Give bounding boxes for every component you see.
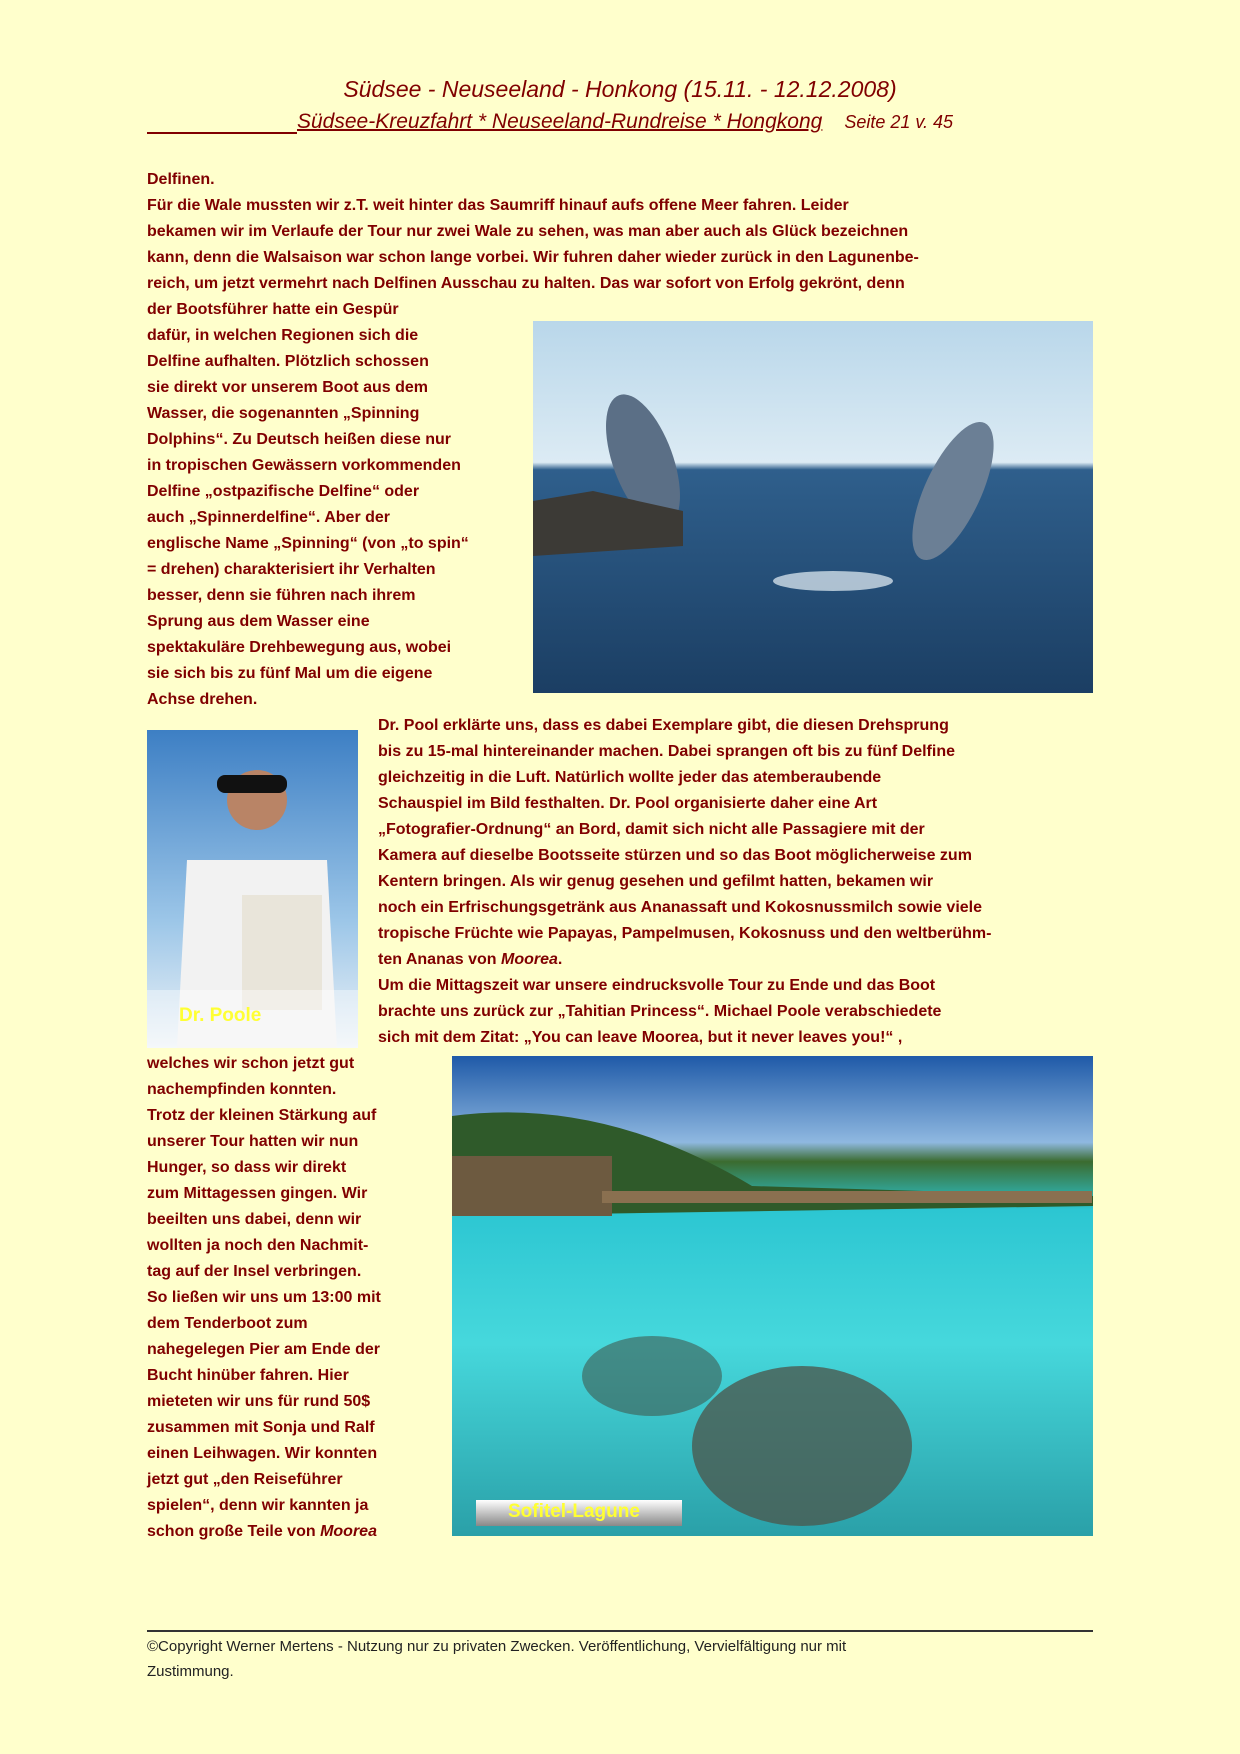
text-line-content: reich, um jetzt vermehrt nach Delfinen Ausschau zu halten. Das war sofort von Erfolg gekrönt, denn [147,275,905,292]
text-line-content: einen Leihwagen. Wir konnten [147,1445,378,1462]
text-line-content: sich mit dem Zitat: „You can leave Moorea, but it never leaves you!“ , [378,1029,903,1046]
text-line-content: spielen“, denn wir kannten ja [147,1497,369,1514]
text-line [147,1259,381,1285]
text-line [147,167,919,193]
text-line [147,557,469,583]
text-line-content: welches wir schon jetzt gut [147,1055,355,1072]
page-number: Seite 21 v. 45 [844,112,954,132]
poole-caption: Dr. Poole [179,1005,262,1026]
text-line [378,791,991,817]
text-line-content: tropische Früchte wie Papayas, Pampelmusen, Kokosnuss und den weltberühm- [378,925,992,942]
text-line-content: Sprung aus dem Wasser eine [147,613,370,630]
lunch-paragraph [147,1051,381,1545]
text-line [147,1337,381,1363]
text-line [147,1207,381,1233]
text-line-content: mieteten wir uns für rund 50$ [147,1393,371,1410]
text-line [147,1519,381,1545]
dr-poole-photo [147,730,358,1048]
text-line [378,739,991,765]
text-line-content: Delfine aufhalten. Plötzlich schossen [147,353,429,370]
text-line-content: nachempfinden konnten. [147,1081,337,1098]
text-line-content: Bucht hinüber fahren. Hier [147,1367,349,1384]
text-line [378,817,991,843]
footer-line: ©Copyright Werner Mertens - Nutzung nur zu privaten Zwecken. Veröffentlichung, Vervielfältigung nur mit [147,1638,847,1655]
text-line [147,1285,381,1311]
text-line [147,245,919,271]
text-line-content: spektakuläre Drehbewegung aus, wobei [147,639,452,656]
text-line-content: „Fotografier-Ordnung“ an Bord, damit sich nicht alle Passagiere mit der [378,821,925,838]
text-line-content: nahegelegen Pier am Ende der [147,1341,380,1358]
text-line [378,869,991,895]
text-line-content: gleichzeitig in die Luft. Natürlich wollte jeder das atemberaubende [378,769,882,786]
text-line [147,271,919,297]
text-line-content: sie sich bis zu fünf Mal um die eigene [147,665,433,682]
text-line [147,1233,381,1259]
text-line-content: brachte uns zurück zur „Tahitian Princess“. Michael Poole verabschiedete [378,1003,942,1020]
lagoon-caption: Sofitel-Lagune [508,1501,640,1522]
dolphins-photo [533,321,1093,693]
text-line-content: dem Tenderboot zum [147,1315,308,1332]
text-line-content: Achse drehen. [147,691,258,708]
text-line [147,1467,381,1493]
text-line-content: = drehen) charakterisiert ihr Verhalten [147,561,436,578]
text-line-content: So ließen wir uns um 13:00 mit [147,1289,381,1306]
text-line [147,687,469,713]
text-line-content: sie direkt vor unserem Boot aus dem [147,379,428,396]
text-line-content: Delfinen. [147,171,215,188]
text-line-content: bis zu 15-mal hintereinander machen. Dabei sprangen oft bis zu fünf Delfine [378,743,955,760]
footer-line: Zustimmung. [147,1663,234,1680]
place-name-moorea: Moorea [320,1523,377,1540]
intro-paragraph [147,167,919,323]
text-line [147,1077,381,1103]
pool-paragraph [378,713,991,1051]
text-line-content: wollten ja noch den Nachmit- [147,1237,369,1254]
text-line [147,193,919,219]
text-line [147,349,469,375]
text-line-content: Für die Wale mussten wir z.T. weit hinter das Saumriff hinauf aufs offene Meer fahren. Leider [147,197,849,214]
text-line [378,921,991,947]
text-line [147,1311,381,1337]
text-line [147,1181,381,1207]
text-line-content: kann, denn die Walsaison war schon lange vorbei. Wir fuhren daher wieder zurück in den Lagunenbe- [147,249,919,266]
text-line-content: Schauspiel im Bild festhalten. Dr. Pool organisierte daher eine Art [378,795,878,812]
text-line-content: Wasser, die sogenannten „Spinning [147,405,420,422]
header-rule [147,114,297,134]
text-line [147,1363,381,1389]
text-line-content: noch ein Erfrischungsgetränk aus Ananassaft und Kokosnussmilch sowie viele [378,899,983,916]
text-line-content: tag auf der Insel verbringen. [147,1263,362,1280]
text-line-content: der Bootsführer hatte ein Gespür [147,301,399,318]
text-line-content: ten Ananas von [378,951,501,968]
place-name-moorea: Moorea [500,951,558,968]
text-line-content: Dolphins“. Zu Deutsch heißen diese nur [147,431,452,448]
footer-rule [147,1630,1093,1632]
text-line [147,661,469,687]
text-line [147,1051,381,1077]
text-line [147,1441,381,1467]
text-line [147,1389,381,1415]
text-line-content: bekamen wir im Verlaufe der Tour nur zwei Wale zu sehen, was man aber auch als Glück bezeichnen [147,223,909,240]
text-line [147,401,469,427]
text-line [147,505,469,531]
text-line [378,973,991,999]
text-line [147,427,469,453]
document-subtitle: Südsee-Kreuzfahrt * Neuseeland-Rundreise * Hongkong [297,110,823,133]
text-line [147,1493,381,1519]
text-line [147,219,919,245]
text-line [147,635,469,661]
document-title: Südsee - Neuseeland - Honkong (15.11. - 12.12.2008) [343,76,897,102]
text-line-content: Dr. Pool erklärte uns, dass es dabei Exemplare gibt, die diesen Drehsprung [378,717,949,734]
text-line [147,1103,381,1129]
text-line-content: Kentern bringen. Als wir genug gesehen und gefilmt hatten, bekamen wir [378,873,934,890]
text-line-content: besser, denn sie führen nach ihrem [147,587,416,604]
text-line-content: Um die Mittagszeit war unsere eindrucksvolle Tour zu Ende und das Boot [378,977,936,994]
text-line [147,1129,381,1155]
text-line-content: schon große Teile von [147,1523,321,1540]
text-line-content: zum Mittagessen gingen. Wir [147,1185,368,1202]
text-line: ten Ananas von Moorea. [378,951,563,968]
text-line-content: Hunger, so dass wir direkt [147,1159,347,1176]
text-line-content: in tropischen Gewässern vorkommenden [147,457,461,474]
text-line [147,609,469,635]
text-line [147,479,469,505]
text-line-content: dafür, in welchen Regionen sich die [147,327,419,344]
text-line [147,297,919,323]
text-line [378,999,991,1025]
text-line [147,583,469,609]
text-line [147,375,469,401]
text-line [147,1415,381,1441]
document-subtitle-row [147,110,1093,134]
text-line-content: zusammen mit Sonja und Ralf [147,1419,375,1436]
text-line-content: Delfine „ostpazifische Delfine“ oder [147,483,420,500]
text-line [147,453,469,479]
text-line [378,895,991,921]
footer-copyright [147,1634,1093,1684]
text-line [378,843,991,869]
text-line [147,323,469,349]
text-line-content: beeilten uns dabei, denn wir [147,1211,362,1228]
text-line-content: Trotz der kleinen Stärkung auf [147,1107,377,1124]
text-line [147,531,469,557]
text-line-content: jetzt gut „den Reiseführer [147,1471,343,1488]
text-line-content: englische Name „Spinning“ (von „to spin“ [147,535,469,552]
text-line-content: auch „Spinnerdelfine“. Aber der [147,509,391,526]
text-line [378,1025,991,1051]
text-line [378,713,991,739]
dolphin-paragraph [147,323,469,713]
text-line [378,765,991,791]
text-line [147,1155,381,1181]
lagoon-photo [452,1056,1093,1536]
text-line-content: unserer Tour hatten wir nun [147,1133,359,1150]
text-line-content: Kamera auf dieselbe Bootsseite stürzen und so das Boot möglicherweise zum [378,847,972,864]
